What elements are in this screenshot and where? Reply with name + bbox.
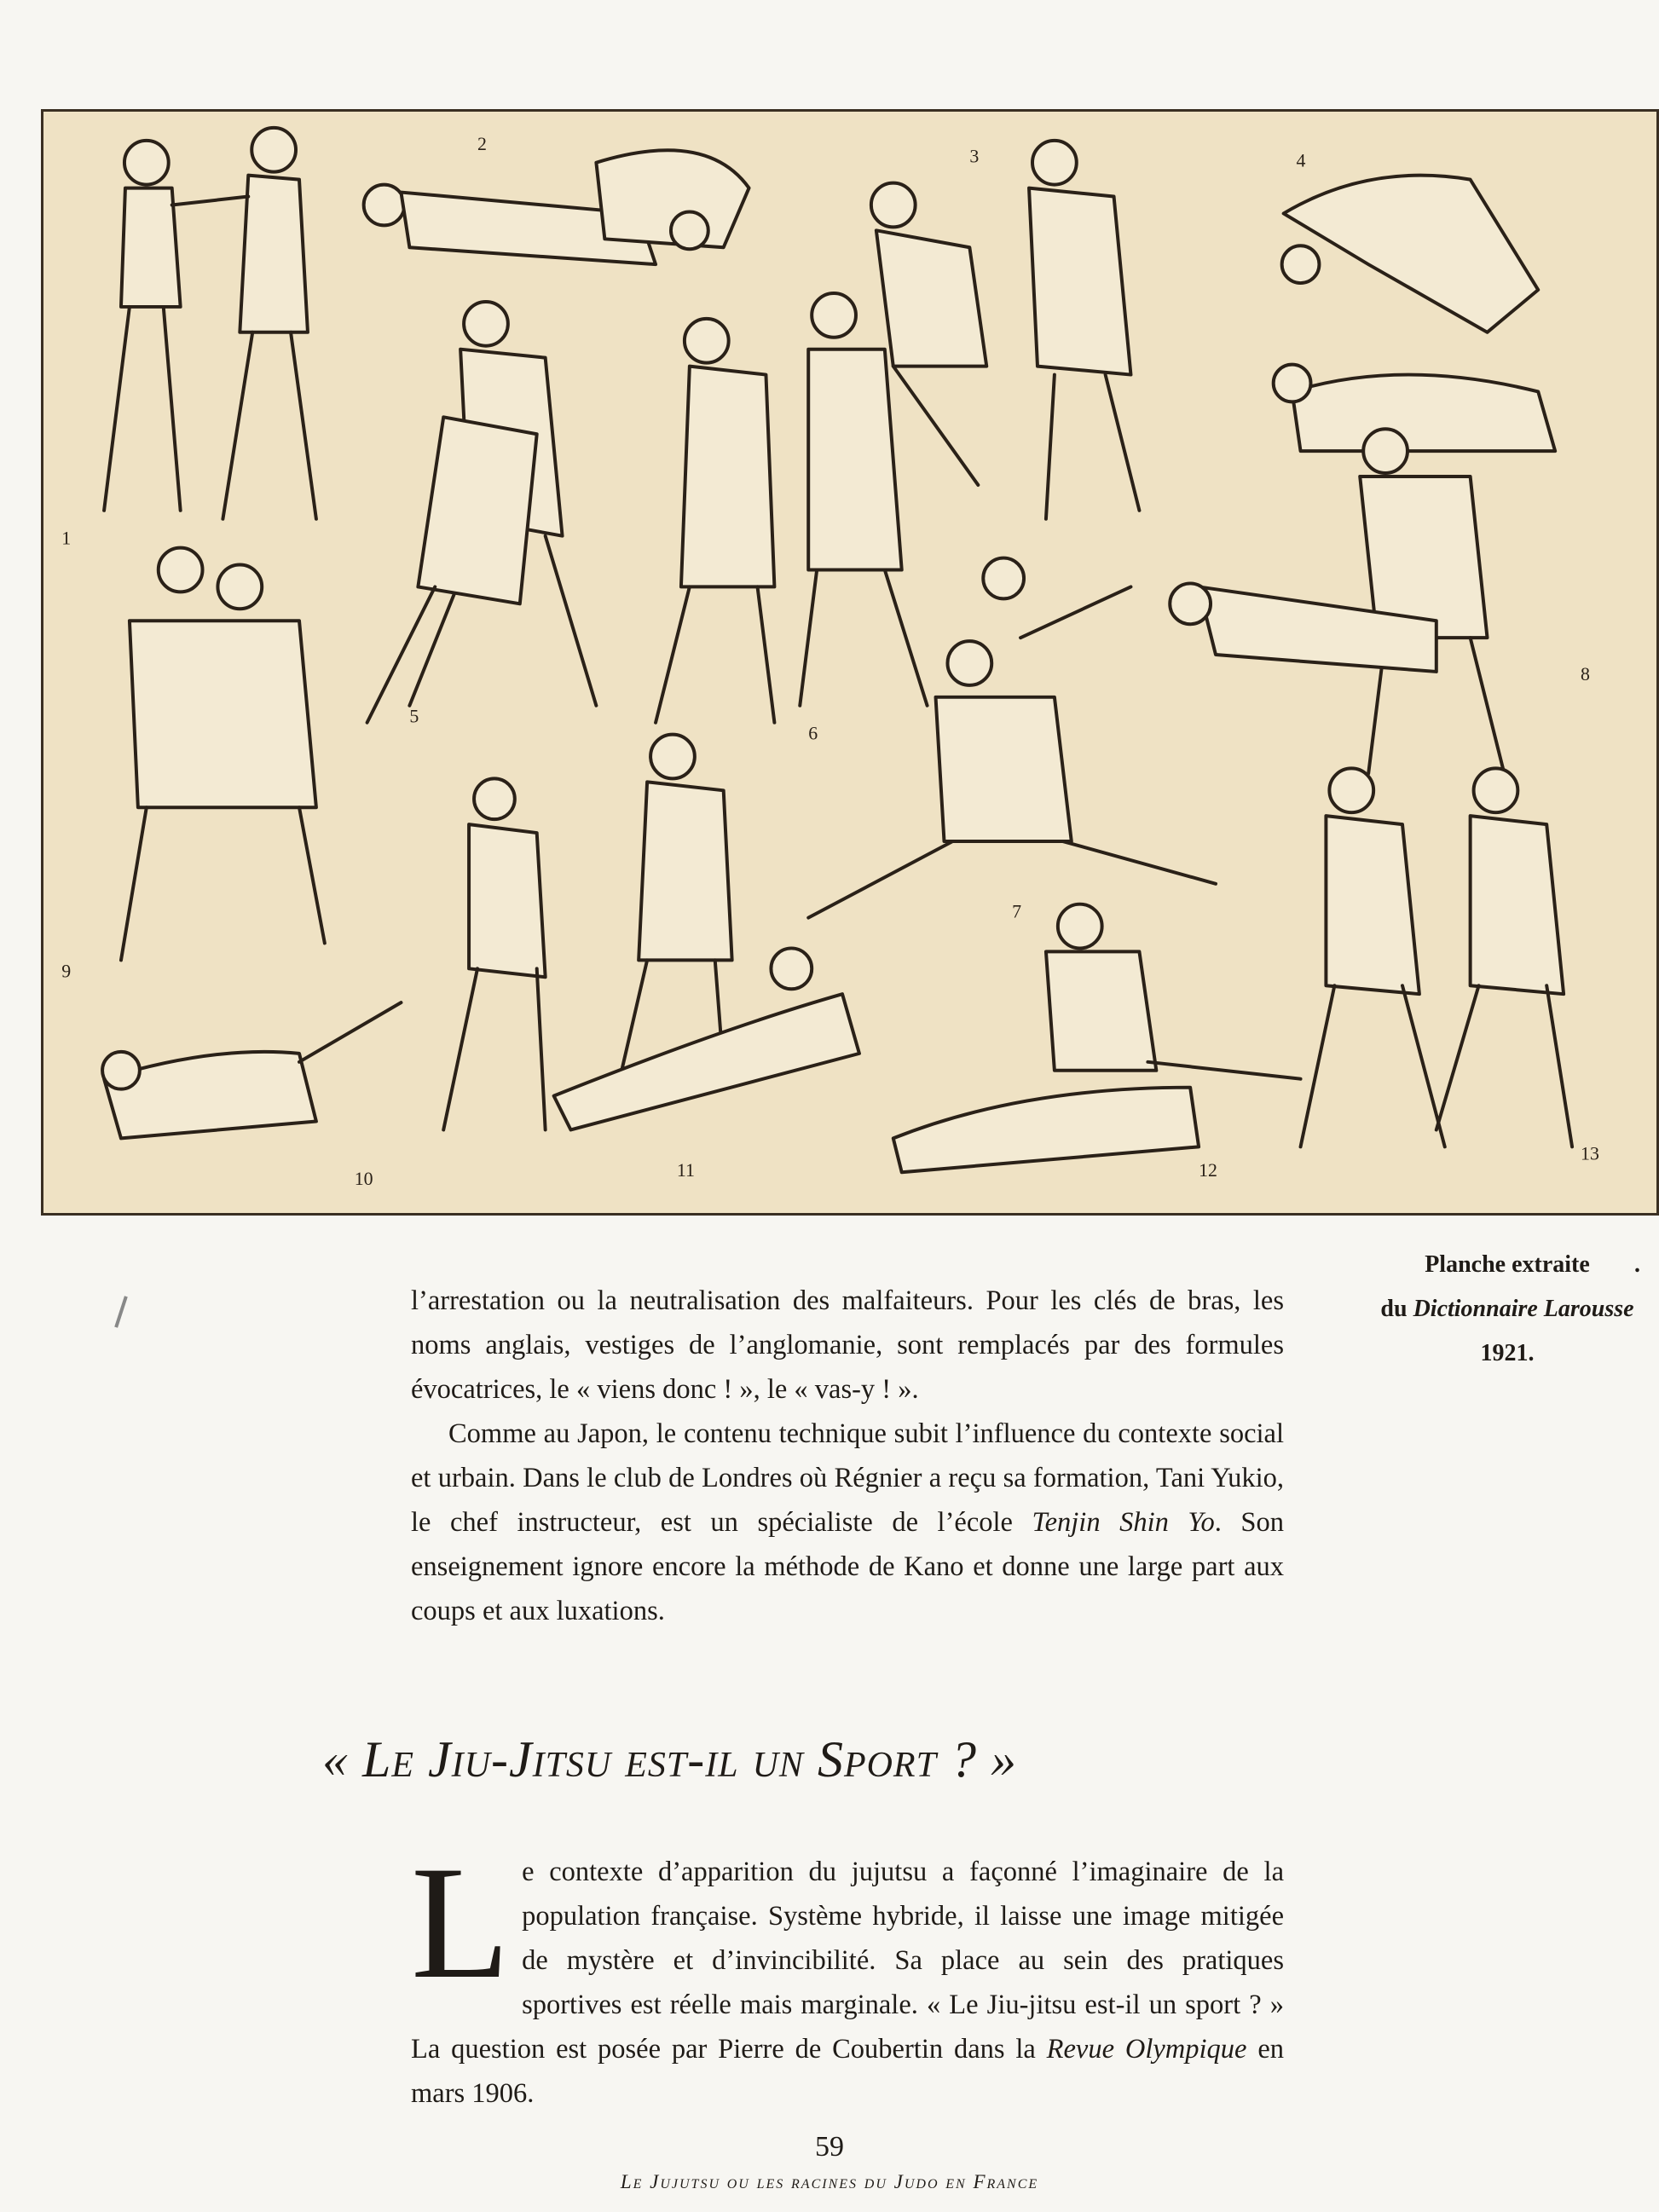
figure-13 [1301, 768, 1573, 1146]
figure-number: 13 [1581, 1142, 1599, 1164]
body-text-lower [411, 1834, 1284, 2116]
italic-publication: Revue Olympique [1046, 2034, 1247, 2065]
paragraph: l’arrestation ou la neutralisation des malfaiteurs. Pour les clés de bras, les noms anglais, vestiges de l’anglomanie, sont remplacés par des formules évocatrices, le « viens donc ! », le « vas-y ! ». [411, 1285, 1284, 1405]
caption-source-title: Dictionnaire Larousse [1413, 1296, 1634, 1322]
caption-prefix: du [1380, 1296, 1413, 1322]
figure-12 [893, 904, 1301, 1173]
figure-3 [871, 141, 1140, 519]
figure-11 [554, 735, 859, 1130]
figure-number: 12 [1199, 1159, 1217, 1181]
caption-year: 1921. [1480, 1340, 1535, 1366]
margin-mark [114, 1296, 128, 1327]
figure-number: 1 [61, 527, 72, 549]
italic-school-name: Tenjin Shin Yo [1032, 1507, 1215, 1538]
heading-text: « Le Jiu-Jitsu est-il un Sport ? » [322, 1731, 1017, 1788]
figure-number: 9 [61, 960, 72, 982]
figure-2 [364, 150, 749, 264]
caption-line: Planche extraite [1425, 1251, 1590, 1278]
figure-number: 6 [808, 722, 818, 744]
figure-number: 5 [409, 705, 419, 727]
figure-4 [1274, 176, 1555, 451]
figure-10 [102, 778, 546, 1138]
section-heading [322, 1730, 1277, 1789]
figure-number: 8 [1581, 662, 1590, 684]
text-run: en mars 1906. [411, 2034, 1284, 2109]
figure-9 [121, 548, 325, 961]
figure-5 [367, 302, 597, 723]
figure-6 [656, 293, 928, 723]
caption-dot: . [1634, 1251, 1640, 1278]
figure-number: 11 [676, 1159, 696, 1181]
body-text-upper [411, 1279, 1284, 1633]
paragraph [411, 1834, 1284, 2116]
paragraph [411, 1412, 1284, 1633]
engraving-figures [43, 112, 1656, 1213]
figure-number: 4 [1296, 149, 1306, 171]
text-run: . Son enseignement ignore encore la méthode de Kano et donne une large part aux coups et aux luxations. [411, 1507, 1284, 1626]
running-title: Le Jujutsu ou les racines du Judo en France [620, 2171, 1039, 2192]
figure-1 [104, 128, 316, 519]
figure-7 [808, 558, 1216, 918]
figure-number: 7 [1012, 900, 1022, 922]
page-number: 59 [815, 2131, 844, 2163]
plate-caption [1356, 1243, 1659, 1376]
caption-line [1356, 1287, 1659, 1331]
text-run: Comme au Japon, le contenu technique subit l’influence du contexte social et urbain. Dans le club de Londres où Régnier a reçu sa formation, Tani Yukio, le chef instructeur, est un spécialiste de l’école [411, 1418, 1284, 1538]
jujitsu-illustration-plate [41, 109, 1659, 1216]
figure-number: 3 [969, 145, 980, 167]
figure-number: 10 [354, 1168, 373, 1190]
drop-cap: L [411, 1834, 511, 2013]
figure-number: 2 [477, 132, 487, 154]
figure-8 [1170, 429, 1504, 773]
text-run: e contexte d’apparition du jujutsu a façonné l’imaginaire de la population française. Système hybride, il laisse une image mitigée de mystère et d’invincibilité. Sa place au sein des pratiques sportives est réelle mais marginale. « Le Jiu-jitsu est-il un sport ? » La question est posée par Pierre de Coubertin dans la [411, 1857, 1284, 2065]
